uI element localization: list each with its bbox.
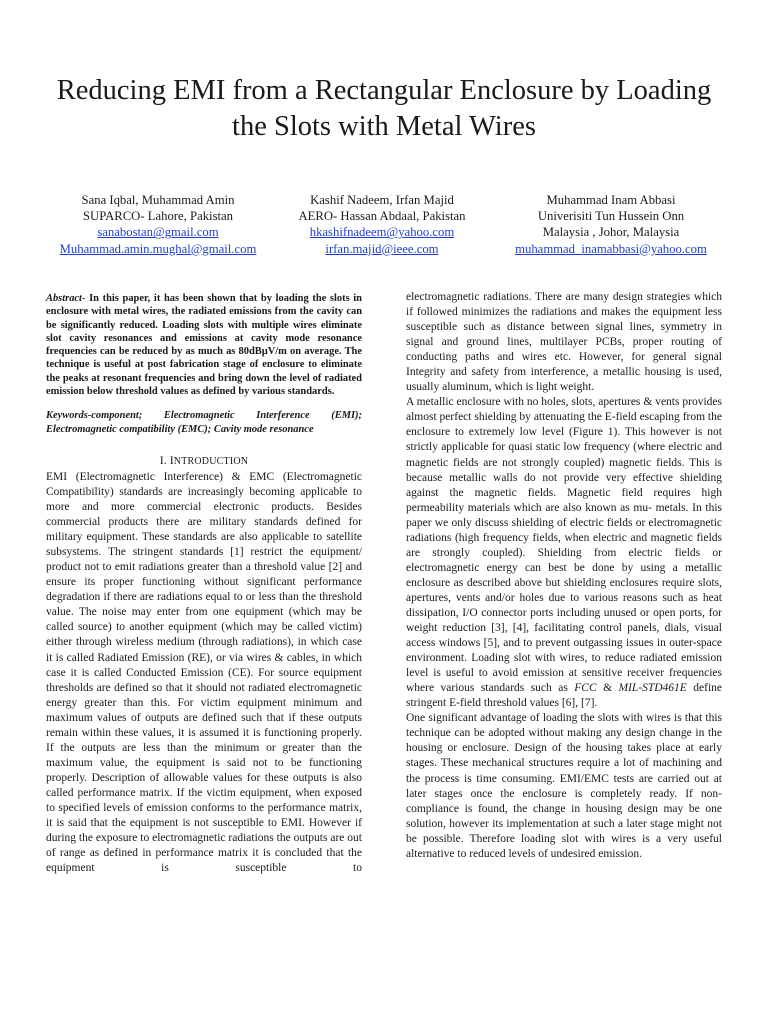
author-2 bbox=[290, 192, 474, 257]
right-paragraph-2-text-a: A metallic enclosure with no holes, slots, apertures & vents provides almost perfect shielding by attenuating the E-field escaping from the enclosure to extremely low level (Figure 1). This however is not strictly applicable for quasi static low frequency (where electric and magnetic fields are not strongly coupled) magnetic fields. This is because metallic walls do not provide very effective shielding against the magnetic fields. Magnetic field requires high permeability materials which are also known as mu- metals. In this paper we only discuss shielding of electric fields or electromagnetic radiations (high frequency fields, when electric and magnetic fields are strongly coupled). Shielding from electric fields or electromagnetic energy can best be done by using a metallic enclosure as described above but shielding enclosures require slots, apertures, vents and/or holes due to various reasons such as heat dissipation, I/O connector ports including unused or open ports, for weight reduction [3], [4], facilitating control panels, dials, visual access windows [5], and to prevent outgassing issues in outer-space environment. Loading slot with wires, to reduce radiated emission level is useful to avoid emission at sensitive receiver frequencies where various standards such as bbox=[406, 396, 722, 695]
right-paragraph-3: One significant advantage of loading the slots with wires is that this technique can be adopted without making any design change in the housing or enclosure. Design of the housing takes place at early stages. These mechanical structures require a lot of machining and the process is time consuming. EMI/EMC tests are carried out at later stages once the enclosure is completely ready. If non-compliance is found, the change in housing design may be one solution, however its implementation at such a later stage might not be possible. Therefore loading slot with wires is a very useful alternative to reduced levels of undesired emission. bbox=[406, 712, 722, 860]
standard-fcc: FCC bbox=[574, 682, 597, 695]
author-2-email-2[interactable]: irfan.majid@ieee.com bbox=[325, 241, 439, 256]
standard-mil: MIL-STD461E bbox=[618, 682, 687, 695]
author-2-email-1[interactable]: hkashifnadeem@yahoo.com bbox=[309, 225, 455, 240]
author-3-affiliation: Univerisiti Tun Hussein Onn bbox=[537, 209, 685, 224]
abstract-text: In this paper, it has been shown that by loading the slots in enclosure with metal wires, the radiated emissions from the cavity can be significantly reduced. Loading slots with multiple wires eliminate slot cavity resonances and emissions at cavity mode resonance frequencies can be reduced by as much as 80dBµV/m on average. The technique is useful at post fabrication stage of enclosure to eliminate the peaks at resonant frequencies and bring down the level of radiated emission below threshold values as defined by various standards. bbox=[46, 293, 362, 398]
right-column bbox=[406, 290, 722, 862]
paper-title: Reducing EMI from a Rectangular Enclosure by Loading the Slots with Metal Wires bbox=[56, 75, 712, 142]
keywords: Keywords-component; Electromagnetic Interference (EMI); Electromagnetic compatibility (EMC); Cavity mode resonance bbox=[46, 410, 362, 435]
section-number: I. bbox=[159, 452, 167, 467]
author-1-names: Sana Iqbal, Muhammad Amin bbox=[81, 193, 235, 207]
author-1 bbox=[50, 192, 266, 257]
introduction-paragraph: EMI (Electromagnetic Interference) & EMC (Electromagnetic Compatibility) standards are increasingly becoming applicable to more and more commercial electronic products. Besides commercial products there are military standards defined for military equipment. These standards are also applicable to satellite subsystems. The stringent standards [1] restrict the equipment/ product not to emit radiations greater than a threshold value [2] and ensure its proper functioning without significant performance degradation if there are radiations equal to or less than the threshold value. The noise may enter from one equipment (which may be called source) to another equipment (which may be called victim) either through wireless medium (through radiations), in which case it is called Radiated Emission (RE), or via wires & cables, in which case it is called Conducted Emission (CE). For source equipment thresholds are defined so that it should not radiated electromagnetic energy greater than this. For victim equipment minimum and maximum values of outputs are defined such that if these outputs remain within these values, it is assumed it is functioning properly. If the outputs are less than the minimum or greater than the maximum value, the equipment is said not to be functioning properly. Description of allowable values for these outputs is also called performance matrix. If the victim equipment, when exposed to specified levels of emission conforms to the performance matrix, it is said that the equipment is not susceptible to EMI. However if during the exposure to electromagnetic radiations the outputs are out of range as defined in performance matrix it is concluded that the equipment is susceptible to bbox=[46, 470, 362, 875]
author-2-affiliation: AERO- Hassan Abdaal, Pakistan bbox=[298, 209, 466, 224]
author-3-affiliation-2: Malaysia , Johor, Malaysia bbox=[542, 225, 680, 240]
right-paragraph-2-amp: & bbox=[596, 682, 619, 695]
author-3 bbox=[506, 192, 716, 257]
author-2-names: Kashif Nadeem, Irfan Majid bbox=[310, 193, 454, 207]
author-1-affiliation: SUPARCO- Lahore, Pakistan bbox=[82, 209, 234, 224]
section-title-rest: NTRODUCTION bbox=[173, 455, 249, 467]
abstract-lead: Abstract- bbox=[46, 293, 86, 304]
right-paragraph-1: electromagnetic radiations. There are many design strategies which if followed minimizes the radiations and makes the equipment less susceptible such as distance between signal lines, symmetry in signal and ground lines, multilayer PCBs, proper routing of conducting paths and wires etc. However, for general signal Integrity and safety from interference, a metallic housing is used, usually aluminum, which is light weight. bbox=[406, 291, 722, 394]
author-3-names: Muhammad Inam Abbasi bbox=[546, 193, 676, 207]
author-1-email-2[interactable]: Muhammad.amin.mughal@gmail.com bbox=[59, 241, 257, 256]
author-1-email-1[interactable]: sanabostan@gmail.com bbox=[97, 225, 219, 240]
right-paragraph-2-text-b: define stringent E-field threshold values [6], [7]. bbox=[406, 682, 723, 710]
section-first-letter: I bbox=[169, 452, 174, 467]
section-heading-introduction bbox=[46, 453, 362, 469]
abstract bbox=[46, 292, 362, 398]
author-3-email-1[interactable]: muhammad_inamabbasi@yahoo.com bbox=[515, 241, 707, 256]
left-column bbox=[46, 292, 362, 876]
right-paragraph-2 bbox=[406, 395, 722, 711]
author-block bbox=[0, 192, 768, 262]
